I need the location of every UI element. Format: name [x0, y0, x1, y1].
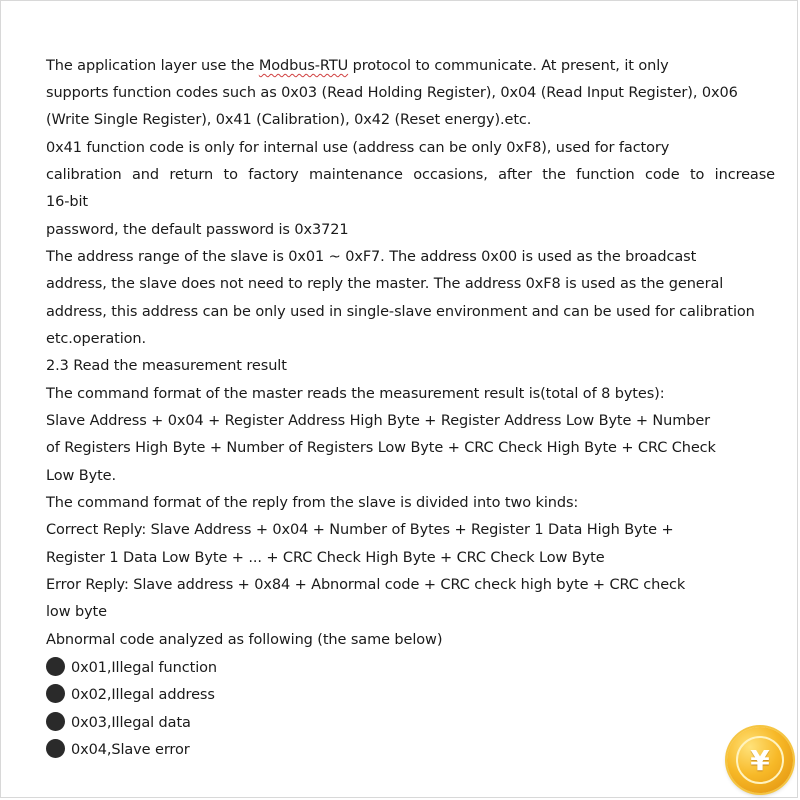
text-line: address, the slave does not need to reply the master. The address 0xF8 is used as the general	[46, 276, 724, 292]
bullet-item: 0x04,Slave error	[46, 739, 190, 760]
bullet-dot-icon	[46, 712, 65, 731]
text-line: of Registers High Byte + Number of Registers Low Byte + CRC Check High Byte + CRC Check	[46, 440, 716, 456]
text-line: supports function codes such as 0x03 (Read Holding Register), 0x04 (Read Input Register), 0x06	[46, 85, 738, 101]
text-line: The application layer use the Modbus-RTU protocol to communicate. At present, it only	[46, 58, 669, 74]
text-line: Register 1 Data Low Byte + ... + CRC Check High Byte + CRC Check Low Byte	[46, 550, 605, 566]
text-line: The command format of the master reads the measurement result is(total of 8 bytes):	[46, 386, 665, 402]
spellcheck-underlined-term: Modbus-RTU	[258, 58, 349, 74]
bullet-item: 0x02,Illegal address	[46, 684, 215, 705]
text-line: Abnormal code analyzed as following (the same below)	[46, 632, 443, 648]
bullet-dot-icon	[46, 684, 65, 703]
text-line: (Write Single Register), 0x41 (Calibration), 0x42 (Reset energy).etc.	[46, 112, 532, 128]
bullet-dot-icon	[46, 739, 65, 758]
bullet-dot-icon	[46, 657, 65, 676]
text-line: 16-bit	[46, 194, 89, 210]
text-line: The command format of the reply from the slave is divided into two kinds:	[46, 495, 579, 511]
section-heading: 2.3 Read the measurement result	[46, 358, 287, 374]
text-line: The address range of the slave is 0x01 ~ 0xF7. The address 0x00 is used as the broadcast	[46, 249, 697, 265]
yen-coin-icon	[727, 727, 793, 793]
bullet-item: 0x01,Illegal function	[46, 657, 217, 678]
text-line: low byte	[46, 604, 107, 620]
text-line: Low Byte.	[46, 468, 117, 484]
coin-symbol: ¥	[736, 736, 784, 784]
text-line: Error Reply: Slave address + 0x84 + Abnormal code + CRC check high byte + CRC check	[46, 577, 686, 593]
text-line: Correct Reply: Slave Address + 0x04 + Number of Bytes + Register 1 Data High Byte +	[46, 522, 674, 538]
text-line: password, the default password is 0x3721	[46, 222, 349, 238]
text-line: Slave Address + 0x04 + Register Address High Byte + Register Address Low Byte + Number	[46, 413, 711, 429]
text-line: calibration and return to factory maintenance occasions, after the function code to increase	[46, 167, 775, 183]
text-line: address, this address can be only used in single-slave environment and can be used for calibration	[46, 304, 755, 320]
text-line: 0x41 function code is only for internal use (address can be only 0xF8), used for factory	[46, 140, 670, 156]
bullet-item: 0x03,Illegal data	[46, 712, 191, 733]
text-line: etc.operation.	[46, 331, 147, 347]
